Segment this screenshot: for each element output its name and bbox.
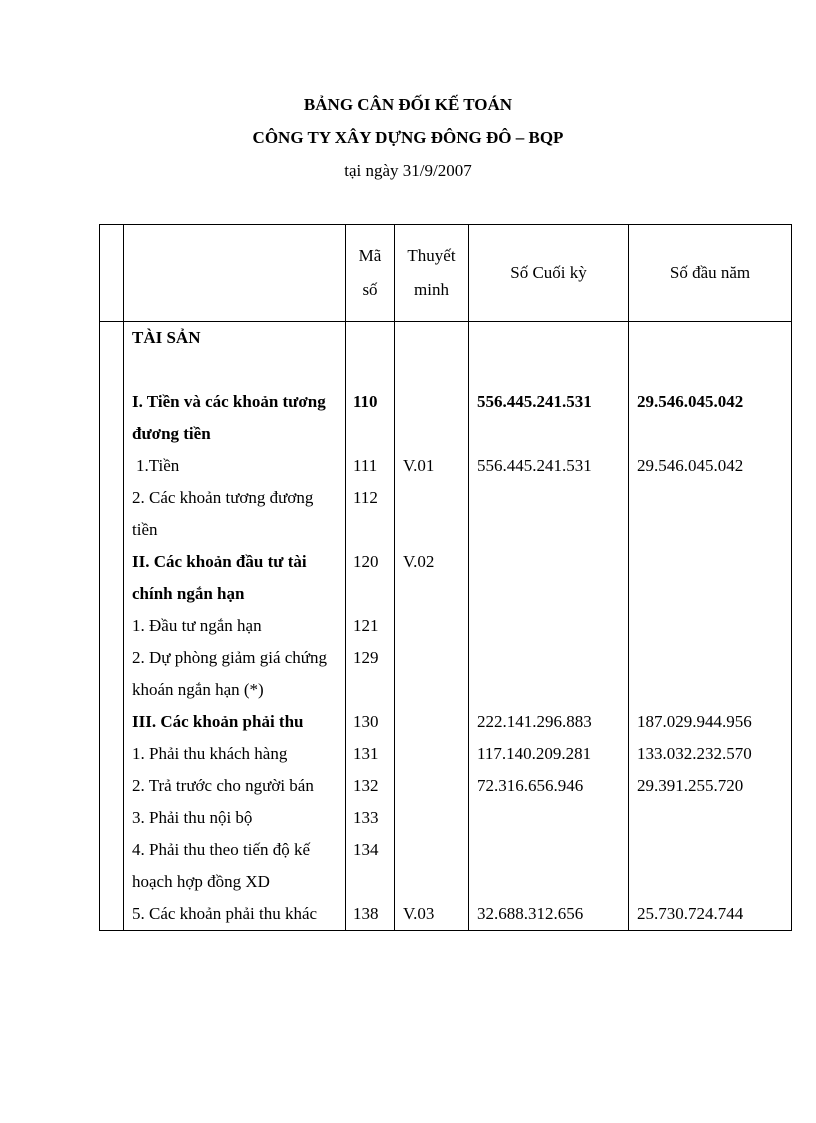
row-label: 1.Tiền bbox=[136, 456, 180, 475]
row-end-value bbox=[469, 482, 629, 546]
row-begin-value bbox=[629, 482, 792, 546]
table-header-row bbox=[100, 225, 792, 322]
row-code: 134 bbox=[346, 834, 395, 898]
row-end-value: 117.140.209.281 bbox=[469, 738, 629, 770]
row-note bbox=[395, 770, 469, 802]
row-note: V.03 bbox=[395, 898, 469, 931]
row-code: 120 bbox=[346, 546, 395, 610]
row-note: V.01 bbox=[395, 450, 469, 482]
row-end-value bbox=[469, 546, 629, 610]
table-row bbox=[100, 706, 792, 738]
header-dau-nam: Số đầu năm bbox=[629, 225, 792, 322]
table-row bbox=[100, 546, 792, 610]
row-code: 132 bbox=[346, 770, 395, 802]
row-note bbox=[395, 738, 469, 770]
row-note bbox=[395, 482, 469, 546]
header-thuyet-minh: Thuyết minh bbox=[395, 225, 469, 322]
row-code: 121 bbox=[346, 610, 395, 642]
row-label: 2. Các khoản tương đương tiền bbox=[124, 482, 346, 546]
row-code: 133 bbox=[346, 802, 395, 834]
row-end-value: 222.141.296.883 bbox=[469, 706, 629, 738]
row-end-value bbox=[469, 642, 629, 706]
table-row bbox=[100, 898, 792, 931]
row-note bbox=[395, 802, 469, 834]
row-code: 129 bbox=[346, 642, 395, 706]
row-note bbox=[395, 610, 469, 642]
row-label: III. Các khoản phải thu bbox=[124, 706, 346, 738]
row-code: 138 bbox=[346, 898, 395, 931]
row-end-value bbox=[469, 610, 629, 642]
row-label: 5. Các khoản phải thu khác bbox=[124, 898, 346, 931]
row-code: 130 bbox=[346, 706, 395, 738]
row-label: II. Các khoản đầu tư tài chính ngắn hạn bbox=[124, 546, 346, 610]
row-begin-value bbox=[629, 546, 792, 610]
row-begin-value bbox=[629, 642, 792, 706]
table-row bbox=[100, 802, 792, 834]
row-end-value: 556.445.241.531 bbox=[469, 450, 629, 482]
section-title: TÀI SẢN bbox=[124, 322, 346, 387]
row-note bbox=[395, 706, 469, 738]
row-code: 110 bbox=[346, 386, 395, 450]
row-end-value bbox=[469, 802, 629, 834]
row-begin-value: 29.546.045.042 bbox=[629, 450, 792, 482]
balance-sheet-table bbox=[99, 224, 792, 931]
table-row bbox=[100, 642, 792, 706]
row-begin-value bbox=[629, 802, 792, 834]
table-row bbox=[100, 450, 792, 482]
company-name: CÔNG TY XÂY DỰNG ĐÔNG ĐÔ – BQP bbox=[252, 128, 564, 147]
row-label: 2. Dự phòng giảm giá chứng khoán ngắn hạn (*) bbox=[124, 642, 346, 706]
row-code: 131 bbox=[346, 738, 395, 770]
report-date: tại ngày 31/9/2007 bbox=[344, 161, 472, 180]
header-cuoi-ky: Số Cuối kỳ bbox=[469, 225, 629, 322]
row-label: 2. Trả trước cho người bán bbox=[124, 770, 346, 802]
row-end-value bbox=[469, 834, 629, 898]
row-note bbox=[395, 642, 469, 706]
table-row bbox=[100, 738, 792, 770]
row-end-value: 72.316.656.946 bbox=[469, 770, 629, 802]
row-begin-value bbox=[629, 610, 792, 642]
row-code: 112 bbox=[346, 482, 395, 546]
row-label: I. Tiền và các khoản tương đương tiền bbox=[124, 386, 346, 450]
row-begin-value: 25.730.724.744 bbox=[629, 898, 792, 931]
row-end-value: 32.688.312.656 bbox=[469, 898, 629, 931]
row-begin-value bbox=[629, 834, 792, 898]
row-label: 3. Phải thu nội bộ bbox=[124, 802, 346, 834]
row-note bbox=[395, 834, 469, 898]
row-code: 111 bbox=[346, 450, 395, 482]
row-begin-value: 29.546.045.042 bbox=[629, 386, 792, 450]
table-row bbox=[100, 386, 792, 450]
section-row bbox=[100, 322, 792, 387]
row-end-value: 556.445.241.531 bbox=[469, 386, 629, 450]
table-row bbox=[100, 482, 792, 546]
table-row bbox=[100, 610, 792, 642]
table-row bbox=[100, 770, 792, 802]
row-label: 1. Đầu tư ngắn hạn bbox=[124, 610, 346, 642]
row-note bbox=[395, 386, 469, 450]
row-label: 4. Phải thu theo tiến độ kế hoạch hợp đồng XD bbox=[124, 834, 346, 898]
row-begin-value: 133.032.232.570 bbox=[629, 738, 792, 770]
table-row bbox=[100, 834, 792, 898]
row-begin-value: 187.029.944.956 bbox=[629, 706, 792, 738]
row-begin-value: 29.391.255.720 bbox=[629, 770, 792, 802]
row-note: V.02 bbox=[395, 546, 469, 610]
header-ma-so: Mã số bbox=[346, 225, 395, 322]
row-label: 1. Phải thu khách hàng bbox=[124, 738, 346, 770]
document-title: BẢNG CÂN ĐỐI KẾ TOÁN bbox=[303, 95, 513, 114]
